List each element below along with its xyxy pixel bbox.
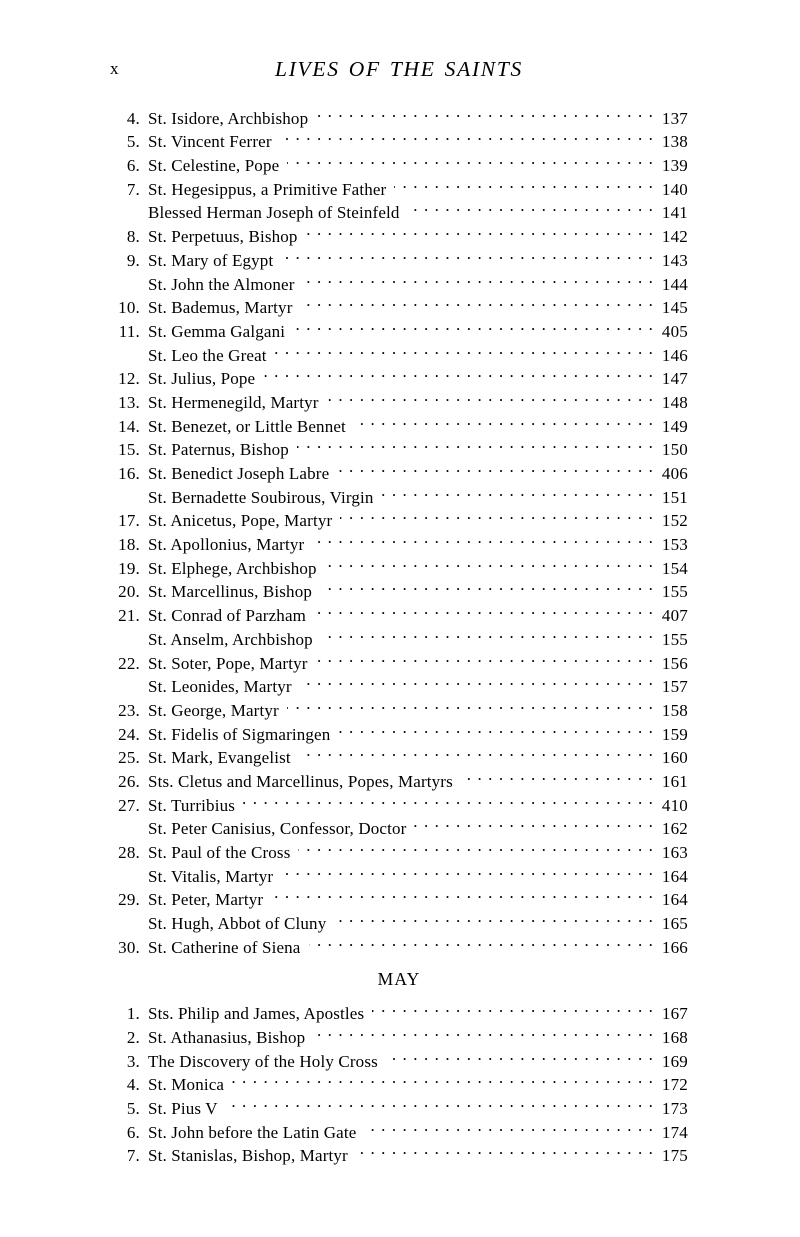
toc-block [110,100,688,957]
dot-leader [386,1043,654,1067]
entry-title[interactable]: The Discovery of the Holy Cross [148,1051,378,1071]
entry-page-number[interactable]: 407 [661,606,688,626]
dot-leader [301,290,654,314]
entry-title[interactable]: St. Fidelis of Sigmaringen [148,724,331,744]
entry-title[interactable]: St. Athanasius, Bishop [148,1027,306,1047]
entry-title[interactable]: St. Bademus, Martyr [148,298,293,318]
dot-leader [299,740,654,764]
entry-title[interactable]: St. Isidore, Archbishop [148,108,309,128]
entry-page-number[interactable]: 162 [661,819,688,839]
table-of-contents [110,100,688,1166]
dot-leader [281,858,654,882]
entry-number: 1. [126,1004,140,1024]
entry-page-number[interactable]: 175 [661,1146,688,1166]
entry-number: 21. [118,606,140,626]
entry-page-number[interactable]: 168 [661,1027,688,1047]
dot-leader [337,455,654,479]
entry-title[interactable]: St. Conrad of Parzham [148,606,307,626]
entry-page-number[interactable]: 154 [661,558,688,578]
entry-page-number[interactable]: 138 [661,132,688,152]
entry-title[interactable]: St. Peter, Martyr [148,890,264,910]
entry-title[interactable]: Blessed Herman Joseph of Steinfeld [148,203,400,223]
entry-page-number[interactable]: 167 [661,1004,688,1024]
entry-title[interactable]: St. Vincent Ferrer [148,132,272,152]
entry-page-number[interactable]: 160 [661,748,688,768]
entry-number: 6. [126,156,140,176]
entry-number: 22. [118,653,140,673]
entry-page-number[interactable]: 173 [661,1098,688,1118]
entry-title[interactable]: St. Soter, Pope, Martyr [148,653,308,673]
entry-page-number[interactable]: 155 [661,629,688,649]
toc-entry[interactable] [110,995,688,1024]
entry-page-number[interactable]: 163 [661,843,688,862]
dot-leader [226,1090,654,1114]
dot-leader [414,811,654,835]
entry-page-number[interactable]: 164 [661,890,688,910]
entry-title[interactable]: St. Hermenegild, Martyr [148,392,319,412]
toc-block [110,953,688,1166]
dot-leader [281,242,654,266]
entry-page-number[interactable]: 139 [661,156,688,176]
entry-number: 4. [126,108,140,128]
dot-leader [313,1019,654,1043]
entry-number: 6. [126,1122,140,1142]
entry-number: 13. [118,392,140,412]
dot-leader [461,763,654,787]
dot-leader [280,124,654,148]
dot-leader [325,550,654,574]
entry-page-number[interactable]: 156 [661,653,688,673]
entry-title[interactable]: St. Peter Canisius, Confessor, Doctor [148,819,407,839]
entry-number: 7. [126,179,140,199]
dot-leader [312,526,654,550]
entry-number: 10. [118,298,140,318]
entry-page-number[interactable]: 406 [661,464,688,483]
entry-page-number[interactable]: 166 [661,937,688,957]
entry-title[interactable]: St. Mark, Evangelist [148,748,291,768]
page-title: LIVES OF THE SAINTS [275,57,523,81]
entry-title[interactable]: St. Benezet, or Little Bennet [148,416,346,436]
entry-number: 19. [118,558,140,578]
entry-number: 9. [126,250,140,270]
entry-number: 11. [118,321,140,341]
dot-leader [300,669,654,693]
entry-page-number[interactable]: 164 [661,866,688,886]
entry-title[interactable]: St. Bernadette Soubirous, Virgin [148,487,374,507]
entry-page-number[interactable]: 153 [661,535,688,555]
entry-page-number[interactable]: 144 [661,274,688,294]
dot-leader [306,218,654,242]
dot-leader [340,503,654,527]
page-folio: x [110,59,119,78]
entry-number: 16. [118,464,140,483]
entry-page-number[interactable]: 169 [661,1051,688,1071]
entry-number: 30. [118,937,140,957]
entry-number: 4. [126,1075,140,1095]
entry-title[interactable]: St. George, Martyr [148,700,279,720]
entry-page-number[interactable]: 146 [661,345,688,365]
entry-title[interactable]: St. Elphege, Archbishop [148,558,317,578]
entry-title[interactable]: Sts. Philip and James, Apostles [148,1004,365,1024]
dot-leader [298,834,654,858]
dot-leader [372,995,654,1019]
dot-leader [394,171,654,195]
dot-leader [316,100,654,124]
entry-number: 7. [126,1146,140,1166]
entry-title[interactable]: St. Pius V [148,1098,218,1118]
entry-page-number[interactable]: 174 [661,1122,688,1142]
dot-leader [232,1067,654,1091]
entry-number: 24. [118,724,140,744]
dot-leader [263,361,654,385]
running-head [110,56,688,82]
dot-leader [287,692,654,716]
entry-page-number[interactable]: 149 [661,416,688,436]
entry-title[interactable]: St. Catherine of Siena [148,937,301,957]
entry-page-number[interactable]: 152 [661,511,688,531]
entry-number: 23. [118,700,140,720]
entry-title[interactable]: St. Leonides, Martyr [148,677,292,697]
dot-leader [287,147,654,171]
dot-leader [314,597,654,621]
entry-title[interactable]: Sts. Cletus and Marcellinus, Popes, Martyrs [148,771,453,791]
dot-leader [356,1138,654,1162]
entry-title[interactable]: St. John the Almoner [148,274,295,294]
entry-title[interactable]: St. Mary of Egypt [148,250,274,270]
entry-number: 2. [126,1027,140,1047]
dot-leader [338,716,654,740]
entry-page-number[interactable]: 151 [661,487,688,507]
entry-page-number[interactable]: 161 [661,771,688,791]
entry-number: 14. [118,416,140,436]
entry-title[interactable]: St. Benedict Joseph Labre [148,464,330,483]
entry-title[interactable]: St. Hegesippus, a Primitive Father [148,179,387,199]
dot-leader [271,882,654,906]
dot-leader [327,384,654,408]
entry-title[interactable]: St. Anicetus, Pope, Martyr [148,511,333,531]
entry-title[interactable]: St. Stanislas, Bishop, Martyr [148,1146,348,1166]
entry-page-number[interactable]: 143 [661,250,688,270]
entry-page-number[interactable]: 159 [661,724,688,744]
dot-leader [382,479,654,503]
dot-leader [320,574,654,598]
dot-leader [243,787,654,811]
month-heading: MAY [377,968,421,989]
entry-title[interactable]: St. Perpetuus, Bishop [148,227,298,247]
dot-leader [303,266,654,290]
dot-leader [275,337,654,361]
dot-leader [334,905,654,929]
entry-title[interactable]: St. Monica [148,1075,225,1095]
dot-leader [309,929,655,953]
dot-leader [408,195,654,219]
entry-number: 29. [118,890,140,910]
entry-title[interactable]: St. Hugh, Abbot of Cluny [148,914,327,934]
dot-leader [354,408,654,432]
entry-number: 28. [118,843,140,862]
entry-number: 5. [126,132,140,152]
entry-title[interactable]: St. Vitalis, Martyr [148,866,274,886]
entry-page-number[interactable]: 158 [661,700,688,720]
entry-page-number[interactable]: 157 [661,677,688,697]
entry-title[interactable]: St. Paternus, Bishop [148,440,289,460]
entry-page-number[interactable]: 145 [661,298,688,318]
entry-page-number[interactable]: 140 [661,179,688,199]
entry-title[interactable]: St. Paul of the Cross [148,843,291,862]
entry-number: 12. [118,369,140,389]
entry-page-number[interactable]: 172 [661,1075,688,1095]
dot-leader [297,432,654,456]
entry-number: 26. [118,771,140,791]
entry-number: 18. [118,535,140,555]
entry-title[interactable]: St. John before the Latin Gate [148,1122,357,1142]
entry-page-number[interactable]: 148 [661,392,688,412]
entry-number: 17. [118,511,140,531]
entry-page-number[interactable]: 141 [661,203,688,223]
entry-number: 5. [126,1098,140,1118]
entry-page-number[interactable]: 150 [661,440,688,460]
toc-entry[interactable] [110,100,688,128]
entry-page-number[interactable]: 155 [661,582,688,602]
entry-page-number[interactable]: 410 [661,795,688,815]
entry-number: 15. [118,440,140,460]
dot-leader [364,1114,654,1138]
entry-number: 8. [126,227,140,247]
entry-title[interactable]: St. Marcellinus, Bishop [148,582,313,602]
dot-leader [321,621,654,645]
entry-page-number[interactable]: 165 [661,914,688,934]
entry-page-number[interactable]: 147 [661,369,688,389]
dot-leader [293,313,654,337]
entry-number: 25. [118,748,140,768]
entry-page-number[interactable]: 137 [661,108,688,128]
entry-title[interactable]: St. Gemma Galgani [148,321,286,341]
entry-title[interactable]: St. Celestine, Pope [148,156,280,176]
entry-page-number[interactable]: 142 [661,227,688,247]
entry-title[interactable]: St. Julius, Pope [148,369,256,389]
entry-number: 3. [126,1051,140,1071]
entry-number: 20. [118,582,140,602]
entry-title[interactable]: St. Leo the Great [148,345,267,365]
entry-title[interactable]: St. Apollonius, Martyr [148,535,305,555]
entry-title[interactable]: St. Turribius [148,795,235,815]
dot-leader [316,645,654,669]
entry-page-number[interactable]: 405 [661,321,688,341]
entry-title[interactable]: St. Anselm, Archbishop [148,629,313,649]
entry-number: 27. [118,795,140,815]
